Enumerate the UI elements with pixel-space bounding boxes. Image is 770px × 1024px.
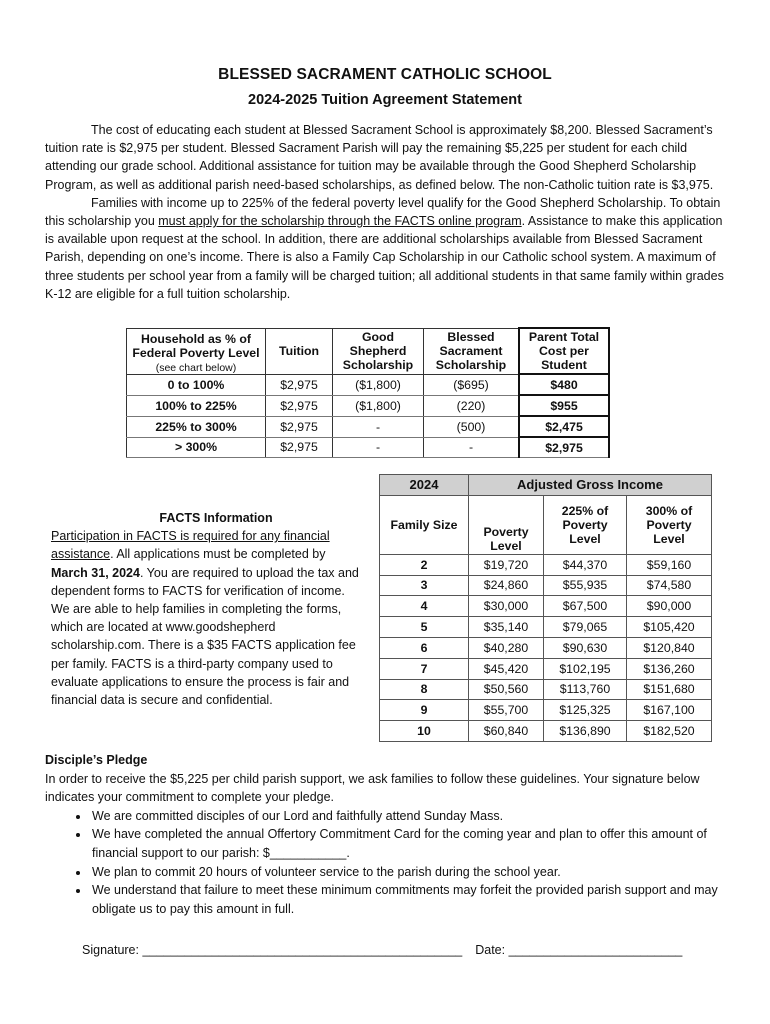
family-size: 8 <box>380 679 469 700</box>
poverty-level: $60,840 <box>469 721 544 742</box>
header-bs-line1: Blessed <box>447 330 495 344</box>
facts-title: FACTS Information <box>159 511 273 525</box>
header-tuition: Tuition <box>266 328 333 374</box>
income-table <box>379 474 712 742</box>
header-pt-line3: Student <box>541 358 587 372</box>
income-row <box>380 596 712 617</box>
poverty-225: $55,935 <box>544 575 627 596</box>
intro-text <box>45 121 725 303</box>
poverty-level: $19,720 <box>469 554 544 575</box>
col-300-poverty <box>627 495 712 554</box>
header-parent-total <box>519 328 609 374</box>
facts-text-b: . You are required to upload the tax and dependent forms to FACTS for verification of income. We are able to help families in completing the forms, which are located at www.goodshepherd scholarship.com. There is a $35 FACTS application fee per family. FACTS is a third-party company used to evaluate applications to ensure the process is fair and financial data is secure and confidential. <box>51 565 359 708</box>
col-poverty-level <box>469 495 544 554</box>
header-household-line1: Household as % of <box>141 331 251 346</box>
col-pov-line2: Level <box>490 538 522 553</box>
school-name: BLESSED SACRAMENT CATHOLIC SCHOOL <box>218 66 552 83</box>
header-household <box>127 328 266 374</box>
family-size: 9 <box>380 700 469 721</box>
income-table-subheader <box>380 495 712 554</box>
income-row <box>380 721 712 742</box>
poverty-225: $113,760 <box>544 679 627 700</box>
row-blessed-sacrament: (500) <box>424 416 520 437</box>
header-bs-line3: Scholarship <box>435 358 507 372</box>
col-225-line2: Poverty <box>562 517 608 532</box>
col-300-line2: Poverty <box>646 517 692 532</box>
poverty-300: $105,420 <box>627 617 712 638</box>
tuition-row <box>127 416 610 437</box>
row-good-shepherd: - <box>333 437 424 458</box>
row-level: > 300% <box>127 437 266 458</box>
intro-p2-a: Families with income up to 225% of the federal poverty level qualify for the Good Shepherd Scholarship. To obtain this scholarship you <box>45 195 721 229</box>
tuition-row <box>127 437 610 458</box>
header-gs-line1: Good <box>361 330 395 344</box>
header-pt-line1: Parent Total <box>528 330 600 344</box>
income-row <box>380 658 712 679</box>
poverty-300: $167,100 <box>627 700 712 721</box>
row-tuition: $2,975 <box>266 437 333 458</box>
tuition-table <box>126 327 610 458</box>
pledge-item: • We have completed the annual Offertory Commitment Card for the coming year and plan to offer this amount of financial support to our parish: $___________. <box>90 825 725 862</box>
facts-deadline: March 31, 2024 <box>51 565 140 580</box>
col-300-line1: 300% of <box>645 503 693 518</box>
tuition-row <box>127 395 610 416</box>
row-level: 100% to 225% <box>127 395 266 416</box>
date-field[interactable]: Date: _________________________ <box>475 943 683 957</box>
poverty-225: $125,325 <box>544 700 627 721</box>
poverty-300: $90,000 <box>627 596 712 617</box>
col-225-line1: 225% of <box>561 503 609 518</box>
row-parent-total: $480 <box>519 374 609 395</box>
header-pt-line2: Cost per <box>539 344 589 358</box>
family-size: 3 <box>380 575 469 596</box>
income-group-header: Adjusted Gross Income <box>469 475 712 496</box>
income-row <box>380 575 712 596</box>
row-parent-total: $2,975 <box>519 437 609 458</box>
poverty-300: $151,680 <box>627 679 712 700</box>
income-row <box>380 554 712 575</box>
pledge-intro: In order to receive the $5,225 per child parish support, we ask families to follow these guidelines. Your signature below indicates your commitment to complete your pledge. <box>45 771 700 805</box>
family-size: 6 <box>380 637 469 658</box>
poverty-level: $24,860 <box>469 575 544 596</box>
facts-required: Participation in FACTS is required for any financial assistance <box>51 529 330 562</box>
poverty-level: $50,560 <box>469 679 544 700</box>
pledge-title: Disciple’s Pledge <box>45 753 148 767</box>
row-tuition: $2,975 <box>266 374 333 395</box>
income-year: 2024 <box>380 475 469 496</box>
row-good-shepherd: ($1,800) <box>333 374 424 395</box>
row-level: 225% to 300% <box>127 416 266 437</box>
poverty-level: $35,140 <box>469 617 544 638</box>
signature-field[interactable]: Signature: ______________________________________________ <box>82 943 463 957</box>
poverty-300: $182,520 <box>627 721 712 742</box>
poverty-225: $90,630 <box>544 637 627 658</box>
facts-information <box>51 509 363 709</box>
poverty-300: $136,260 <box>627 658 712 679</box>
income-row <box>380 617 712 638</box>
row-parent-total: $955 <box>519 395 609 416</box>
intro-p2-b: . Assistance to make this application is available upon request at the school. In addition, there are additional scholarships available from Blessed Sacrament Parish, depending on one’s income. There is also a Family Cap Scholarship in our Catholic school system. A maximum of three students per school year from a family will be charged tuition; all additional students in that same family within grades K-12 are eligible for a full tuition scholarship. <box>45 214 724 301</box>
poverty-225: $136,890 <box>544 721 627 742</box>
row-tuition: $2,975 <box>266 416 333 437</box>
col-pov-line1: Poverty <box>483 524 529 539</box>
pledge-list <box>45 807 725 919</box>
poverty-300: $59,160 <box>627 554 712 575</box>
poverty-300: $74,580 <box>627 575 712 596</box>
pledge-item: • We understand that failure to meet these minimum commitments may forfeit the provided parish support and may obligate us to pay this amount in full. <box>90 881 725 918</box>
facts-apply-link: must apply for the scholarship through the FACTS online program <box>158 214 522 229</box>
poverty-225: $44,370 <box>544 554 627 575</box>
header-household-line2: Federal Poverty Level <box>132 345 260 360</box>
income-row <box>380 700 712 721</box>
income-row <box>380 637 712 658</box>
pledge-item: • We plan to commit 20 hours of volunteer service to the parish during the school year. <box>90 863 725 882</box>
col-225-line3: Level <box>569 531 601 546</box>
row-blessed-sacrament: - <box>424 437 520 458</box>
header-household-note: (see chart below) <box>155 361 237 374</box>
income-table-group-header <box>380 475 712 496</box>
row-blessed-sacrament: ($695) <box>424 374 520 395</box>
statement-title: 2024-2025 Tuition Agreement Statement <box>248 92 522 108</box>
header-good-shepherd <box>333 328 424 374</box>
pledge-item: • We are committed disciples of our Lord and faithfully attend Sunday Mass. <box>90 807 725 826</box>
intro-paragraph-2 <box>45 194 725 303</box>
row-blessed-sacrament: (220) <box>424 395 520 416</box>
disciples-pledge <box>45 751 725 918</box>
income-row <box>380 679 712 700</box>
tuition-row <box>127 374 610 395</box>
row-level: 0 to 100% <box>127 374 266 395</box>
col-225-poverty <box>544 495 627 554</box>
poverty-225: $67,500 <box>544 596 627 617</box>
facts-body <box>51 527 363 709</box>
tuition-table-header <box>127 328 610 374</box>
poverty-level: $30,000 <box>469 596 544 617</box>
row-good-shepherd: ($1,800) <box>333 395 424 416</box>
row-good-shepherd: - <box>333 416 424 437</box>
row-parent-total: $2,475 <box>519 416 609 437</box>
family-size: 2 <box>380 554 469 575</box>
poverty-level: $45,420 <box>469 658 544 679</box>
col-family-size: Family Size <box>380 495 469 554</box>
signature-line <box>82 943 702 957</box>
poverty-225: $79,065 <box>544 617 627 638</box>
header-gs-line2: Shepherd <box>349 344 407 358</box>
family-size: 5 <box>380 617 469 638</box>
header-gs-line3: Scholarship <box>342 358 414 372</box>
poverty-level: $55,700 <box>469 700 544 721</box>
family-size: 4 <box>380 596 469 617</box>
poverty-300: $120,840 <box>627 637 712 658</box>
poverty-225: $102,195 <box>544 658 627 679</box>
family-size: 7 <box>380 658 469 679</box>
family-size: 10 <box>380 721 469 742</box>
header-blessed-sacrament <box>424 328 520 374</box>
poverty-level: $40,280 <box>469 637 544 658</box>
facts-text-a: . All applications must be completed by <box>110 547 326 562</box>
col-300-line3: Level <box>653 531 685 546</box>
row-tuition: $2,975 <box>266 395 333 416</box>
header-bs-line2: Sacrament <box>439 344 503 358</box>
intro-paragraph-1: The cost of educating each student at Blessed Sacrament School is approximately $8,200. Blessed Sacrament’s tuition rate is $2,975 per student. Blessed Sacrament Parish will pay the remaining $5,225 per student for each child attending our grade school. Additional assistance for tuition may be available through the Good Shepherd Scholarship Program, as well as additional parish need-based scholarships, as defined below. The non-Catholic tuition rate is $3,975. <box>45 123 714 192</box>
